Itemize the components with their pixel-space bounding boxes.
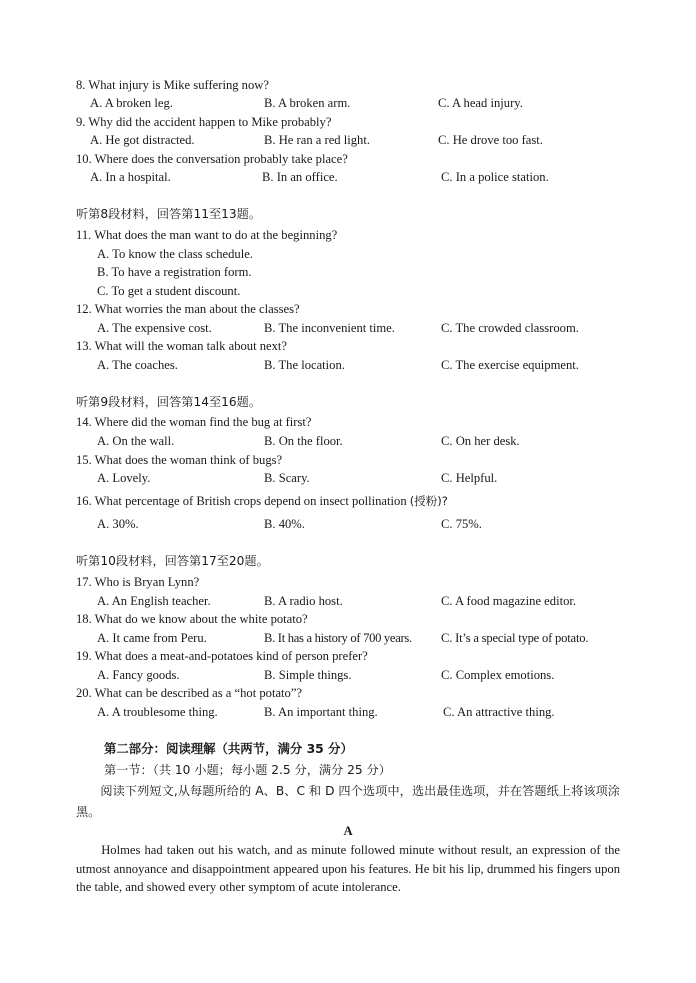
q18-option-b: B. It has a history of 700 years. [264, 631, 412, 645]
q14-option-c: C. On her desk. [441, 434, 520, 448]
part-2-heading: 第二部分：阅读理解（共两节，满分 35 分） [104, 741, 353, 756]
section-9-heading: 听第9段材料，回答第14至16题。 [76, 395, 262, 409]
q9-option-c: C. He drove too fast. [438, 133, 543, 147]
question-14: 14. Where did the woman find the bug at first? [76, 415, 312, 429]
question-19: 19. What does a meat-and-potatoes kind of person prefer? [76, 649, 368, 663]
q18-option-c: C. It’s a special type of potato. [441, 631, 589, 645]
question-17: 17. Who is Bryan Lynn? [76, 575, 200, 589]
question-12: 12. What worries the man about the classes? [76, 302, 300, 316]
question-16-text: 16. What percentage of British crops depend on insect pollination [76, 494, 407, 508]
section-10-heading: 听第10段材料，回答第17至20题。 [76, 554, 269, 568]
q9-option-a: A. He got distracted. [90, 133, 195, 147]
section-1-heading: 第一节：（共 10 小题；每小题 2.5 分，满分 25 分） [104, 763, 391, 777]
question-15: 15. What does the woman think of bugs? [76, 453, 283, 467]
q16-option-b: B. 40%. [264, 517, 305, 531]
passage-letter: A [343, 824, 353, 838]
q12-option-c: C. The crowded classroom. [441, 321, 579, 335]
q18-option-a: A. It came from Peru. [97, 631, 207, 645]
q16-option-c: C. 75%. [441, 517, 482, 531]
section-8-heading: 听第8段材料，回答第11至13题。 [76, 207, 262, 221]
question-10: 10. Where does the conversation probably take place? [76, 152, 348, 166]
q17-option-c: C. A food magazine editor. [441, 594, 577, 608]
q10-option-b: B. In an office. [262, 170, 338, 184]
q14-option-a: A. On the wall. [97, 434, 175, 448]
q11-option-c: C. To get a student discount. [97, 284, 241, 298]
q12-option-b: B. The inconvenient time. [264, 321, 395, 335]
q20-option-b: B. An important thing. [264, 705, 378, 719]
question-20: 20. What can be described as a “hot potato”? [76, 686, 303, 700]
q19-option-b: B. Simple things. [264, 668, 352, 682]
q13-option-c: C. The exercise equipment. [441, 358, 579, 372]
q10-option-a: A. In a hospital. [90, 170, 171, 184]
q17-option-b: B. A radio host. [264, 594, 343, 608]
q11-option-a: A. To know the class schedule. [97, 247, 253, 261]
question-16 [76, 493, 448, 509]
question-18: 18. What do we know about the white potato? [76, 612, 308, 626]
question-9: 9. Why did the accident happen to Mike probably? [76, 115, 332, 129]
q13-option-a: A. The coaches. [97, 358, 178, 372]
q20-option-c: C. An attractive thing. [443, 705, 555, 719]
q19-option-a: A. Fancy goods. [97, 668, 180, 682]
q19-option-c: C. Complex emotions. [441, 668, 555, 682]
q20-option-a: A. A troublesome thing. [97, 705, 218, 719]
q15-option-c: C. Helpful. [441, 471, 498, 485]
q14-option-b: B. On the floor. [264, 434, 343, 448]
q12-option-a: A. The expensive cost. [97, 321, 212, 335]
question-11: 11. What does the man want to do at the beginning? [76, 228, 338, 242]
question-16-note: (授粉)? [409, 494, 448, 508]
q15-option-a: A. Lovely. [97, 471, 151, 485]
q16-option-a: A. 30%. [97, 517, 139, 531]
q8-option-a: A. A broken leg. [90, 96, 173, 110]
q15-option-b: B. Scary. [264, 471, 310, 485]
question-13: 13. What will the woman talk about next? [76, 339, 288, 353]
q13-option-b: B. The location. [264, 358, 345, 372]
q8-option-b: B. A broken arm. [264, 96, 351, 110]
q10-option-c: C. In a police station. [441, 170, 549, 184]
q17-option-a: A. An English teacher. [97, 594, 211, 608]
passage-a-text: Holmes had taken out his watch, and as minute followed minute without result, an expression of the utmost annoyance and disappointment appeared upon his features. He bit his lip, drummed his fingers upon the table, and showed every other symptom of acute intolerance. [76, 843, 620, 895]
reading-instruction: 阅读下列短文,从每题所给的 A、B、C 和 D 四个选项中，选出最佳选项，并在答题纸上将该项涂黑。 [76, 784, 620, 819]
question-8: 8. What injury is Mike suffering now? [76, 78, 269, 92]
q11-option-b: B. To have a registration form. [97, 265, 252, 279]
q8-option-c: C. A head injury. [438, 96, 523, 110]
q9-option-b: B. He ran a red light. [264, 133, 370, 147]
